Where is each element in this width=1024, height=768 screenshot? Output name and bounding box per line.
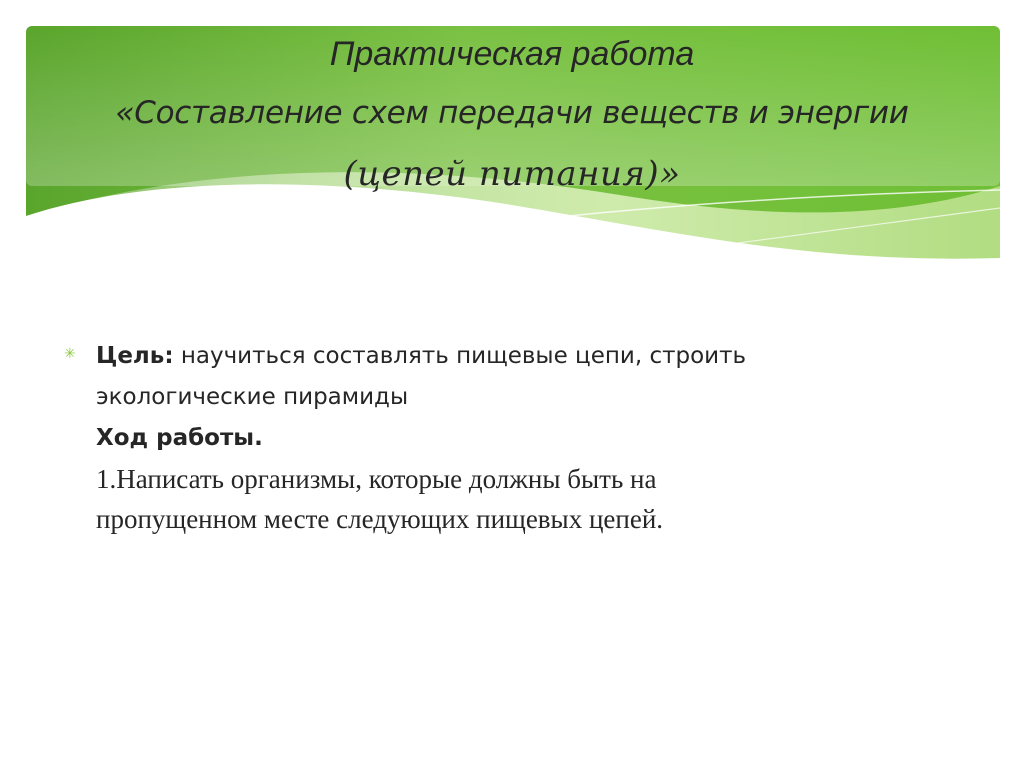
bullet-text	[96, 336, 916, 539]
goal-line-2: экологические пирамиды	[96, 384, 409, 410]
procedure-heading: Ход работы.	[96, 425, 263, 451]
title-line-3: (цепей питания)»	[343, 154, 681, 194]
title-line-2: «Составление схем передачи веществ и энергии	[115, 95, 909, 131]
goal-label: Цель:	[96, 343, 174, 369]
step-1-line-1: 1.Написать организмы, которые должны быть на	[96, 464, 657, 494]
goal-text-part-1: научиться составлять пищевые цепи, строить	[173, 343, 747, 369]
asterisk-bullet-icon: ✳	[64, 346, 76, 362]
title-line-1: Практическая работа	[329, 35, 695, 73]
goal-line-1	[96, 336, 916, 377]
step-1-line-2: пропущенном месте следующих пищевых цепей.	[96, 504, 664, 534]
